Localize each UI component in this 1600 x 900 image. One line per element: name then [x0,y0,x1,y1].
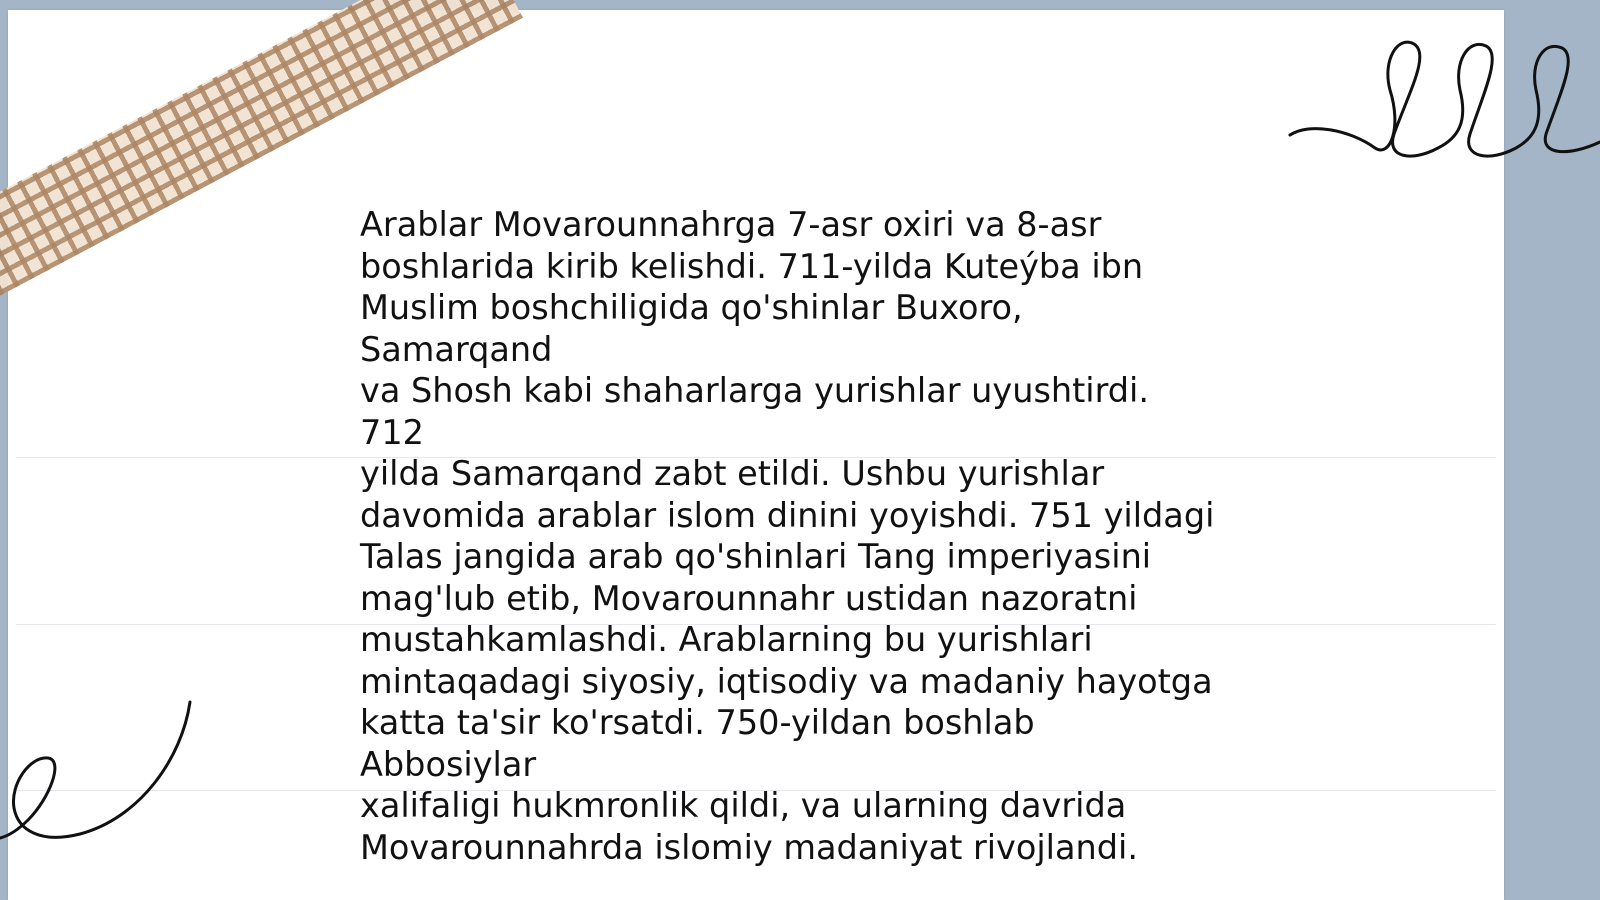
body-paragraph: Arablar Movarounnahrga 7-asr oxiri va 8-asr boshlarida kirib kelishdi. 711-yilda Kuteýba ibn Muslim boshchiligida qo'shinlar Buxoro, Samarqand va Shosh kabi shaharlarga yurishlar uyushtirdi. 712 yilda Samarqand zabt etildi. Ushbu yurishlar davomida arablar islom dinini yoyishdi. 751 yildagi Talas jangida arab qo'shinlari Tang imperiyasini mag'lub etib, Movarounnahr ustidan nazoratni mustahkamlashdi. Arablarning bu yurishlari mintaqadagi siyosiy, iqtisodiy va madaniy hayotga katta ta'sir ko'rsatdi. 750-yildan boshlab Abbosiylar xalifaligi hukmronlik qildi, va ularning davrida Movarounnahrda islomiy madaniyat rivojlandi. [360,205,1215,867]
loop-squiggle-icon [1290,30,1600,170]
swoosh-squiggle-icon [0,698,200,848]
